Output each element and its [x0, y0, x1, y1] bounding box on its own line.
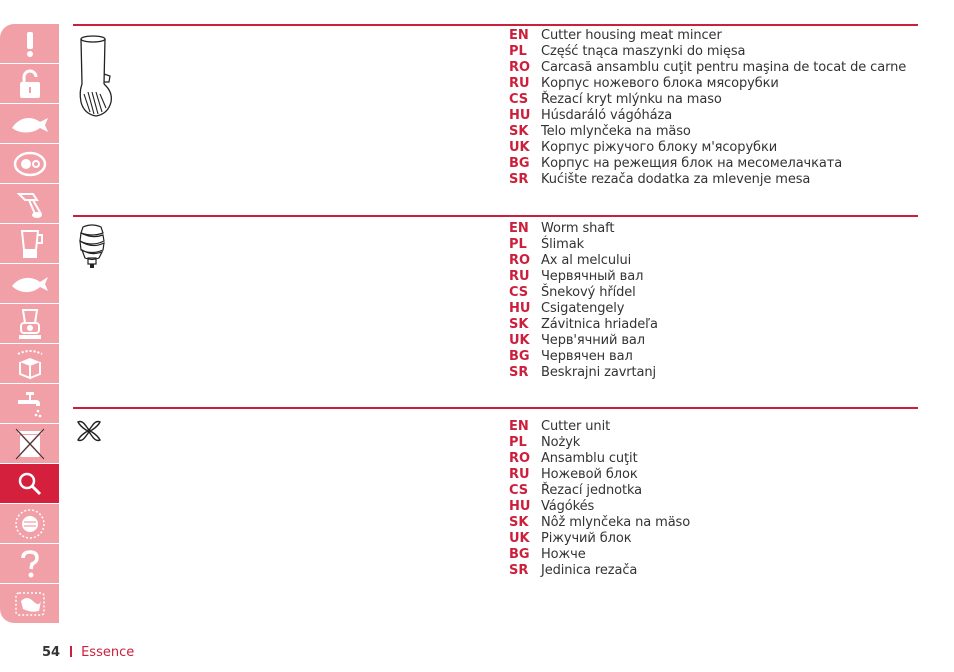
list-item: UK Корпус ріжучого блоку м'ясорубки: [509, 140, 778, 155]
list-item: CS Šnekový hřídel: [509, 285, 636, 300]
tab-world[interactable]: [0, 584, 59, 623]
tab-blender[interactable]: [0, 224, 59, 263]
list-item: SR Beskrajni zavrtanj: [509, 365, 657, 380]
tab-troubleshoot[interactable]: [0, 464, 59, 503]
blender-jar-icon: [17, 228, 43, 260]
language-list-worm-shaft: [509, 221, 658, 381]
list-item: RO Carcasă ansamblu cuţit pentru maşina de tocat de carne: [509, 60, 907, 75]
list-item: SR Jedinica rezača: [509, 563, 638, 578]
language-list-cutter-unit: [509, 419, 690, 579]
list-item: HU Vágókés: [509, 499, 595, 514]
meat-icon: [10, 112, 50, 136]
list-item: PL Ślimak: [509, 237, 585, 252]
hand-mixer-icon: [15, 188, 45, 220]
footer-separator: [70, 646, 72, 657]
recycle-bin-icon: [14, 427, 46, 461]
language-list-cutter-housing: [509, 28, 906, 188]
guarantee-seal-icon: [13, 507, 47, 541]
list-item: CS Řezací kryt mlýnku na maso: [509, 92, 722, 107]
faucet-icon: [14, 388, 46, 420]
worm-shaft-icon: [77, 223, 107, 273]
list-item: RO Ansamblu cuţit: [509, 451, 638, 466]
tab-recycle[interactable]: [0, 424, 59, 463]
list-item: UK Ріжучий блок: [509, 531, 632, 546]
tab-faucet[interactable]: [0, 384, 59, 423]
question-icon: [18, 549, 42, 579]
list-item: RU Ножевой блок: [509, 467, 638, 482]
list-item: EN Cutter unit: [509, 419, 611, 434]
eye-icon: [12, 149, 48, 179]
storage-box-icon: [14, 348, 46, 380]
tab-guarantee[interactable]: [0, 504, 59, 543]
warning-icon: [15, 29, 45, 59]
sidebar-nav: [0, 24, 59, 624]
product-name: Essence: [81, 645, 135, 660]
list-item: HU Csigatengely: [509, 301, 625, 316]
magnifier-icon: [16, 470, 44, 498]
list-item: RU Червячный вал: [509, 269, 644, 284]
unlock-icon: [15, 68, 45, 100]
meat-mincer-icon: [15, 307, 45, 341]
section-divider: [73, 215, 918, 217]
page-footer: [42, 645, 134, 661]
list-item: SK Závitnica hriadeľa: [509, 317, 658, 332]
list-item: PL Część tnąca maszynki do mięsa: [509, 44, 746, 59]
section-divider: [73, 407, 918, 409]
list-item: PL Nożyk: [509, 435, 581, 450]
page-number: 54: [42, 645, 61, 660]
tab-meat-mincer[interactable]: [0, 304, 59, 343]
list-item: SK Telo mlynčeka na mäso: [509, 124, 691, 139]
list-item: SR Kućište rezača dodatka za mlevenje mesa: [509, 172, 811, 187]
cutter-unit-icon: [76, 418, 102, 448]
tab-hand-mixer[interactable]: [0, 184, 59, 223]
list-item: SK Nôž mlynčeka na mäso: [509, 515, 691, 530]
tab-meat[interactable]: [0, 104, 59, 143]
list-item: UK Черв'ячний вал: [509, 333, 645, 348]
tab-storage[interactable]: [0, 344, 59, 383]
list-item: HU Húsdaráló vágóháza: [509, 108, 673, 123]
list-item: EN Worm shaft: [509, 221, 615, 236]
tab-faq[interactable]: [0, 544, 59, 583]
tab-warning[interactable]: [0, 24, 59, 63]
section-divider: [73, 24, 918, 26]
list-item: BG Ножче: [509, 547, 586, 562]
list-item: BG Червячен вал: [509, 349, 633, 364]
tab-fish[interactable]: [0, 264, 59, 303]
list-item: BG Корпус на режещия блок на месомелачката: [509, 156, 843, 171]
fish-icon: [10, 272, 50, 296]
world-stamp-icon: [13, 589, 47, 619]
list-item: CS Řezací jednotka: [509, 483, 643, 498]
tab-eye[interactable]: [0, 144, 59, 183]
list-item: EN Cutter housing meat mincer: [509, 28, 722, 43]
list-item: RO Ax al melcului: [509, 253, 632, 268]
list-item: RU Корпус ножевого блока мясорубки: [509, 76, 779, 91]
cutter-housing-icon: [76, 34, 116, 124]
tab-unlock[interactable]: [0, 64, 59, 103]
